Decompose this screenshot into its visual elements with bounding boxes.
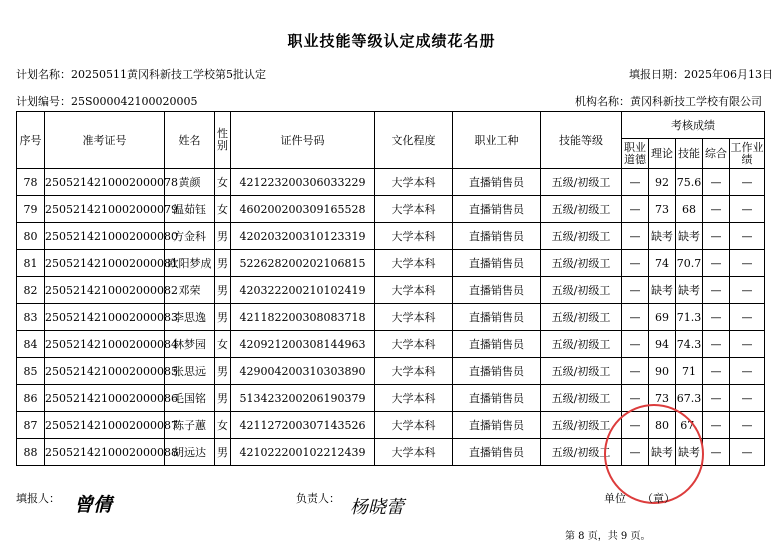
cell-skill: 71: [676, 358, 703, 385]
col-level: 技能等级: [541, 112, 622, 169]
cell-education: 大学本科: [375, 385, 453, 412]
cell-skill: 74.3: [676, 331, 703, 358]
cell-ticket: 2505214210002000081: [45, 250, 165, 277]
cell-skill: 75.6: [676, 169, 703, 196]
col-ethics: 职业道德: [622, 139, 649, 169]
col-ticket: 准考证号: [45, 112, 165, 169]
cell-level: 五级/初级工: [541, 385, 622, 412]
cell-comprehensive: —: [703, 358, 730, 385]
plan-name: [16, 66, 266, 82]
cell-gender: 女: [215, 331, 231, 358]
org-name-label: 机构名称：: [575, 95, 630, 108]
cell-work: —: [730, 169, 765, 196]
table-row: [17, 196, 765, 223]
cell-ethics: —: [622, 304, 649, 331]
col-skill: 技能: [676, 139, 703, 169]
cell-seq: 84: [17, 331, 45, 358]
cell-comprehensive: —: [703, 223, 730, 250]
cell-ticket: 2505214210002000079: [45, 196, 165, 223]
cell-seq: 85: [17, 358, 45, 385]
cell-comprehensive: —: [703, 331, 730, 358]
cell-comprehensive: —: [703, 277, 730, 304]
cell-work: —: [730, 331, 765, 358]
cell-gender: 男: [215, 358, 231, 385]
cell-occupation: 直播销售员: [453, 169, 541, 196]
cell-gender: 男: [215, 304, 231, 331]
cell-seq: 81: [17, 250, 45, 277]
cell-ticket: 2505214210002000087: [45, 412, 165, 439]
cell-comprehensive: —: [703, 250, 730, 277]
cell-skill: 68: [676, 196, 703, 223]
col-occupation: 职业工种: [453, 112, 541, 169]
cell-level: 五级/初级工: [541, 250, 622, 277]
cell-comprehensive: —: [703, 439, 730, 466]
cell-name: 张思远: [165, 358, 215, 385]
cell-work: —: [730, 439, 765, 466]
cell-ethics: —: [622, 412, 649, 439]
org-name-value: 黄冈科新技工学校有限公司: [630, 95, 762, 108]
page-title: 职业技能等级认定成绩花名册: [287, 32, 496, 50]
page-info: 第 8 页，共 9 页。: [565, 531, 651, 542]
cell-seq: 87: [17, 412, 45, 439]
responsible-label: 负责人：: [296, 492, 340, 505]
cell-level: 五级/初级工: [541, 412, 622, 439]
cell-theory: 80: [649, 412, 676, 439]
cell-theory: 94: [649, 331, 676, 358]
cell-gender: 男: [215, 385, 231, 412]
cell-ticket: 2505214210002000086: [45, 385, 165, 412]
cell-id-no: 522628200202106815: [231, 250, 375, 277]
cell-occupation: 直播销售员: [453, 196, 541, 223]
cell-name: 邓荣: [165, 277, 215, 304]
cell-skill: 71.3: [676, 304, 703, 331]
cell-theory: 缺考: [649, 277, 676, 304]
cell-education: 大学本科: [375, 196, 453, 223]
cell-skill: 67.: [676, 412, 703, 439]
cell-name: 欧阳梦成: [165, 250, 215, 277]
table-row: [17, 277, 765, 304]
cell-ethics: —: [622, 358, 649, 385]
cell-occupation: 直播销售员: [453, 250, 541, 277]
cell-seq: 88: [17, 439, 45, 466]
table-row: [17, 169, 765, 196]
filler-label: 填报人：: [16, 492, 60, 505]
cell-name: 毛国铭: [165, 385, 215, 412]
cell-ethics: —: [622, 331, 649, 358]
cell-occupation: 直播销售员: [453, 412, 541, 439]
cell-theory: 73: [649, 385, 676, 412]
cell-skill: 70.7: [676, 250, 703, 277]
col-education: 文化程度: [375, 112, 453, 169]
cell-gender: 男: [215, 439, 231, 466]
cell-name: 黄颜: [165, 169, 215, 196]
table-row: [17, 223, 765, 250]
cell-skill: 缺考: [676, 439, 703, 466]
cell-ticket: 2505214210002000080: [45, 223, 165, 250]
cell-name: 李思逸: [165, 304, 215, 331]
cell-name: 陈子蕙: [165, 412, 215, 439]
cell-ticket: 2505214210002000083: [45, 304, 165, 331]
cell-comprehensive: —: [703, 196, 730, 223]
cell-comprehensive: —: [703, 385, 730, 412]
cell-seq: 82: [17, 277, 45, 304]
cell-level: 五级/初级工: [541, 358, 622, 385]
cell-theory: 缺考: [649, 223, 676, 250]
cell-level: 五级/初级工: [541, 277, 622, 304]
unit-label: 单位: [604, 492, 626, 505]
org-name: [575, 93, 762, 109]
official-seal-stamp: [604, 404, 704, 504]
cell-ethics: —: [622, 196, 649, 223]
cell-education: 大学本科: [375, 250, 453, 277]
cell-work: —: [730, 304, 765, 331]
cell-occupation: 直播销售员: [453, 277, 541, 304]
cell-id-no: 421127200307143526: [231, 412, 375, 439]
cell-id-no: 460200200309165528: [231, 196, 375, 223]
cell-name: 胡远达: [165, 439, 215, 466]
cell-skill: 缺考: [676, 223, 703, 250]
cell-id-no: 421022200102212439: [231, 439, 375, 466]
cell-theory: 69: [649, 304, 676, 331]
cell-comprehensive: —: [703, 169, 730, 196]
cell-occupation: 直播销售员: [453, 223, 541, 250]
cell-occupation: 直播销售员: [453, 439, 541, 466]
cell-ticket: 2505214210002000084: [45, 331, 165, 358]
fill-date-label: 填报日期：: [629, 68, 684, 81]
cell-level: 五级/初级工: [541, 223, 622, 250]
cell-occupation: 直播销售员: [453, 304, 541, 331]
cell-level: 五级/初级工: [541, 439, 622, 466]
table-row: [17, 331, 765, 358]
cell-occupation: 直播销售员: [453, 385, 541, 412]
table-row: [17, 358, 765, 385]
header-row: [17, 112, 765, 139]
cell-ethics: —: [622, 277, 649, 304]
cell-skill: 缺考: [676, 277, 703, 304]
table-row: [17, 304, 765, 331]
cell-gender: 男: [215, 277, 231, 304]
cell-ticket: 2505214210002000088: [45, 439, 165, 466]
responsible-signature: 杨晓蕾: [350, 497, 404, 518]
cell-education: 大学本科: [375, 304, 453, 331]
cell-id-no: 420203200310123319: [231, 223, 375, 250]
fill-date-value: 2025年06月13日: [684, 68, 773, 81]
cell-name: 方金科: [165, 223, 215, 250]
cell-ethics: —: [622, 250, 649, 277]
cell-id-no: 420322200210102419: [231, 277, 375, 304]
cell-work: —: [730, 250, 765, 277]
cell-seq: 80: [17, 223, 45, 250]
col-name: 姓名: [165, 112, 215, 169]
cell-gender: 男: [215, 250, 231, 277]
cell-gender: 女: [215, 412, 231, 439]
cell-level: 五级/初级工: [541, 169, 622, 196]
cell-theory: 缺考: [649, 439, 676, 466]
cell-work: —: [730, 196, 765, 223]
cell-id-no: 513423200206190379: [231, 385, 375, 412]
cell-education: 大学本科: [375, 223, 453, 250]
cell-occupation: 直播销售员: [453, 358, 541, 385]
cell-theory: 74: [649, 250, 676, 277]
cell-education: 大学本科: [375, 412, 453, 439]
cell-education: 大学本科: [375, 358, 453, 385]
cell-name: 温茹钰: [165, 196, 215, 223]
cell-name: 林梦园: [165, 331, 215, 358]
cell-id-no: 420921200308144963: [231, 331, 375, 358]
col-theory: 理论: [649, 139, 676, 169]
cell-work: —: [730, 358, 765, 385]
cell-id-no: 429004200310303890: [231, 358, 375, 385]
cell-seq: 86: [17, 385, 45, 412]
cell-work: —: [730, 385, 765, 412]
col-gender: 性别: [215, 112, 231, 169]
plan-name-value: 20250511黄冈科新技工学校第5批认定: [71, 68, 266, 81]
cell-ethics: —: [622, 169, 649, 196]
col-seq: 序号: [17, 112, 45, 169]
cell-education: 大学本科: [375, 331, 453, 358]
cell-ethics: —: [622, 223, 649, 250]
plan-name-label: 计划名称：: [16, 68, 71, 81]
col-comprehensive: 综合: [703, 139, 730, 169]
col-id: 证件号码: [231, 112, 375, 169]
col-scores: 考核成绩: [622, 112, 765, 139]
plan-code: [16, 93, 198, 109]
cell-ticket: 2505214210002000078: [45, 169, 165, 196]
cell-theory: 90: [649, 358, 676, 385]
cell-gender: 女: [215, 169, 231, 196]
cell-level: 五级/初级工: [541, 196, 622, 223]
cell-seq: 83: [17, 304, 45, 331]
plan-code-value: 25S000042100020005: [71, 95, 198, 108]
cell-education: 大学本科: [375, 439, 453, 466]
cell-ticket: 2505214210002000082: [45, 277, 165, 304]
filler-signature: 曾倩: [74, 494, 113, 516]
plan-code-label: 计划编号：: [16, 95, 71, 108]
fill-date: [629, 66, 773, 82]
cell-ethics: —: [622, 439, 649, 466]
cell-id-no: 421223200306033229: [231, 169, 375, 196]
cell-occupation: 直播销售员: [453, 331, 541, 358]
cell-id-no: 421182200308083718: [231, 304, 375, 331]
seal-label: （章）: [642, 492, 675, 505]
cell-theory: 73: [649, 196, 676, 223]
cell-comprehensive: —: [703, 304, 730, 331]
cell-work: —: [730, 412, 765, 439]
col-work: 工作业绩: [730, 139, 765, 169]
cell-seq: 78: [17, 169, 45, 196]
cell-education: 大学本科: [375, 169, 453, 196]
cell-work: —: [730, 277, 765, 304]
cell-level: 五级/初级工: [541, 331, 622, 358]
table-row: [17, 250, 765, 277]
cell-comprehensive: —: [703, 412, 730, 439]
cell-education: 大学本科: [375, 277, 453, 304]
cell-ticket: 2505214210002000085: [45, 358, 165, 385]
cell-ethics: —: [622, 385, 649, 412]
cell-gender: 女: [215, 196, 231, 223]
cell-work: —: [730, 223, 765, 250]
cell-seq: 79: [17, 196, 45, 223]
cell-level: 五级/初级工: [541, 304, 622, 331]
cell-skill: 67.3: [676, 385, 703, 412]
cell-theory: 92: [649, 169, 676, 196]
cell-gender: 男: [215, 223, 231, 250]
